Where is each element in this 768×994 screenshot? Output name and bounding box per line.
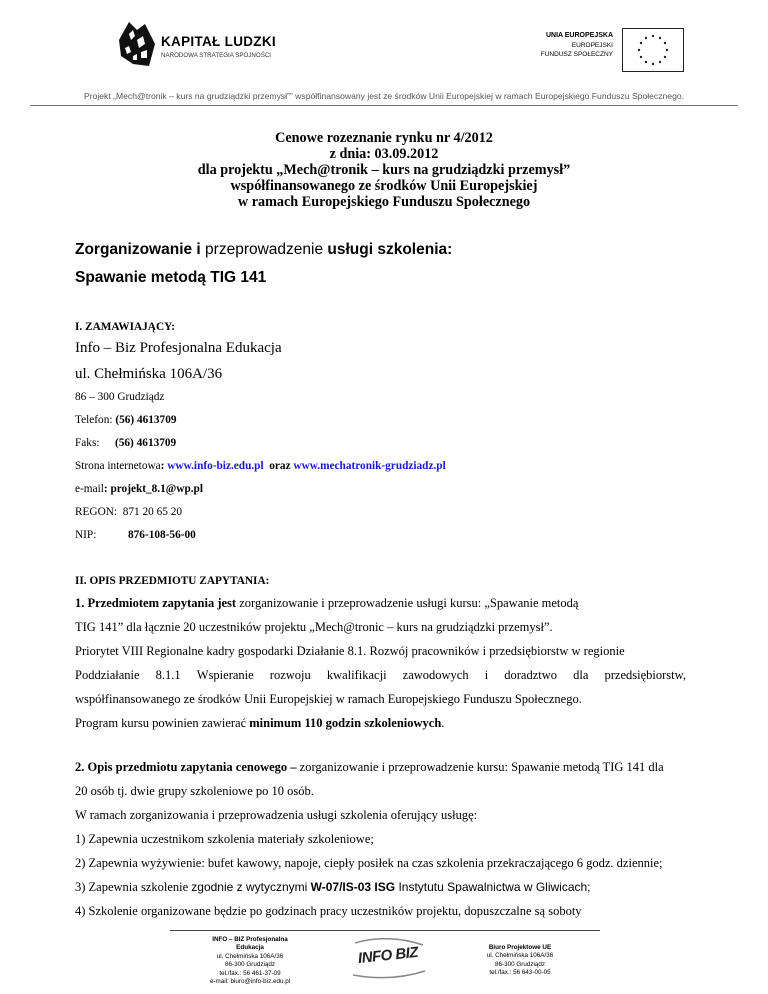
kapital-ludzki-subtitle: NARODOWA STRATEGIA SPÓJNOŚCI (161, 52, 272, 59)
p1-line4-word: doradztwo (504, 668, 558, 682)
p1-line1 (75, 596, 578, 611)
list-item-4: 4) Szkolenie organizowane będzie po godzinach pracy uczestników projektu, dopuszczalne są soboty (75, 904, 582, 918)
nip-value: 876-108-56-00 (128, 529, 196, 541)
p2-line2: 20 osób tj. dwie grupy szkoleniowe po 10 osób. (75, 784, 314, 798)
fax-value: (56) 4613709 (115, 437, 177, 449)
service-name: Spawanie metodą TIG 141 (75, 269, 267, 286)
p1-line4-word: zawodowych (402, 668, 469, 682)
p1-line4-word: i (484, 668, 489, 682)
section2-title: II. OPIS PRZEDMIOTU ZAPYTANIA: (75, 575, 270, 587)
kapital-ludzki-emblem-icon (115, 20, 157, 68)
orderer-regon (75, 506, 182, 518)
footer-right-line: tel./fax.: 56 643-00-05 (489, 969, 551, 977)
heading-part2: przeprowadzenie (200, 241, 328, 258)
footer-left (195, 936, 305, 986)
eu-logo-line1: UNIA EUROPEJSKA (545, 32, 613, 39)
phone-value: (56) 4613709 (115, 414, 177, 426)
project-note: Projekt „Mech@tronik – kurs na grudziądzki przemysł”” współfinansowany jest ze środków Unii Europejskiej w ramach Europejskiego Funduszu Społecznego. (83, 91, 685, 101)
footer-left-line: e-mail: biuro@info-biz.edu.pl (209, 978, 291, 986)
footer-left-line: 86-300 Grudziądz (224, 961, 276, 969)
footer-left-line: ul. Chełmińska 106A/36 (216, 952, 284, 960)
footer-left-line: tel./fax.: 56 461-37-09 (219, 969, 281, 977)
header-divider (30, 105, 738, 106)
doc-title-line4: współfinansowanego ze środków Unii Europejskiej (230, 178, 538, 194)
doc-title-line5: w ramach Europejskiego Funduszu Społecznego (237, 194, 531, 210)
orderer-name: Info – Biz Profesjonalna Edukacja (75, 340, 282, 356)
heading-part1: Zorganizowanie i (75, 241, 201, 258)
email-label: e-mail (75, 483, 104, 495)
eu-logo-text (525, 31, 613, 60)
info-biz-logo-text: INFO BIZ (357, 943, 419, 968)
footer-right (465, 944, 575, 978)
heading-part3: usługi szkolenia: (327, 241, 453, 258)
footer-right-line: 86-300 Grudziądz (494, 960, 546, 968)
p1-line4-word: kwalifikacji (326, 668, 387, 682)
website-link-2[interactable]: www.mechatronik-grudziadz.pl (293, 460, 446, 472)
p1-line5: współfinansowanego ze środków Unii Europejskiej w ramach Europejskiego Funduszu Społecznego. (75, 692, 582, 706)
orderer-phone (75, 414, 177, 426)
eu-logo-line3: FUNDUSZ SPOŁECZNY (540, 51, 613, 58)
p2-line3: W ramach zorganizowania i przeprowadzenia usługi szkolenia oferujący usługę: (75, 808, 478, 822)
orderer-street: ul. Chełmińska 106A/36 (75, 366, 223, 382)
footer-left-line: INFO – BIZ Profesjonalna (212, 936, 288, 943)
nip-label: NIP: (75, 529, 97, 541)
phone-label: Telefon: (75, 414, 113, 426)
web-label: Strona internetowa (75, 460, 161, 472)
regon-label: REGON: (75, 506, 118, 518)
item3-a: 3) Zapewnia szkolenie (75, 880, 192, 894)
item3-d: Instytutu Spawalnictwa w Gliwicach; (395, 880, 591, 894)
p1-line4-word: dla (573, 668, 589, 682)
list-item-2: 2) Zapewnia wyżywienie: bufet kawowy, napoje, ciepły posiłek na czas szkolenia przekraczającego 6 godz. dziennie; (75, 856, 663, 870)
p1-line3: Priorytet VIII Regionalne kadry gospodarki Działanie 8.1. Rozwój pracowników i przedsiębiorstw w regionie (75, 644, 625, 658)
footer-divider (170, 930, 600, 931)
p1-line4 (75, 668, 686, 683)
p2-line1 (75, 760, 664, 775)
p1-line6-b: minimum 110 godzin szkoleniowych (249, 716, 442, 730)
website-link-1[interactable]: www.info-biz.edu.pl (167, 460, 264, 472)
p1-line6-c: . (441, 716, 445, 730)
footer-right-line: ul. Chełmińska 106A/36 (486, 952, 554, 960)
item3-b: zgodnie z wytycznymi (191, 880, 311, 894)
p1-line4-word: przedsiębiorstw, (604, 668, 686, 682)
p1-line2: TIG 141” dla łącznie 20 uczestników projektu „Mech@tronic – kurs na grudziądzki przemysł”. (75, 620, 553, 634)
item3-c: W-07/IS-03 ISG (310, 880, 396, 894)
doc-title-line3: dla projektu „Mech@tronik – kurs na grudziądzki przemysł” (197, 162, 571, 178)
p1-line4-word: Poddziałanie (75, 668, 140, 682)
list-item-3 (75, 880, 591, 895)
regon-value: 871 20 65 20 (122, 506, 183, 518)
list-item-1: 1) Zapewnia uczestnikom szkolenia materiały szkoleniowe; (75, 832, 374, 846)
orderer-nip (75, 529, 196, 541)
p1-rest: zorganizowanie i przeprowadzenie usługi kursu: „Spawanie metodą (236, 596, 579, 610)
eu-logo-line2: EUROPEJSKI (571, 41, 613, 49)
section1-title: I. ZAMAWIAJĄCY: (75, 321, 176, 333)
p1-line6-a: Program kursu powinien zawierać (75, 716, 250, 730)
p1-line4-word: rozwoju (269, 668, 311, 682)
eu-flag-icon (622, 28, 684, 72)
footer-left-line: Edukacja (236, 944, 264, 952)
kapital-ludzki-title: KAPITAŁ LUDZKI (161, 34, 276, 49)
web-and: oraz (269, 460, 291, 472)
email-value[interactable]: projekt_8.1@wp.pl (110, 483, 203, 495)
p1-line4-word: 8.1.1 (155, 668, 181, 682)
service-heading (75, 241, 452, 259)
orderer-email: e-mail: projekt_8.1@wp.pl (75, 483, 203, 495)
p1-line4-word: Wspieranie (196, 668, 254, 682)
info-biz-logo (345, 935, 430, 980)
footer-right-line: Biuro Projektowe UE (488, 944, 552, 951)
orderer-fax (75, 437, 176, 449)
orderer-city: 86 – 300 Grudziądz (75, 391, 165, 403)
p1-line6 (75, 716, 444, 731)
doc-title-line1: Cenowe rozeznanie rynku nr 4/2012 (275, 130, 493, 146)
kapital-ludzki-logo (115, 20, 315, 70)
p2-bold: 2. Opis przedmiotu zapytania cenowego – (75, 760, 297, 774)
p2-rest: zorganizowanie i przeprowadzenie kursu: Spawanie metodą TIG 141 dla (296, 760, 664, 774)
orderer-website: Strona internetowa: www.info-biz.edu.pl oraz www.mechatronik-grudziadz.pl (75, 460, 446, 472)
doc-title-line2: z dnia: 03.09.2012 (329, 146, 439, 162)
fax-label: Faks: (75, 437, 100, 449)
p1-bold: 1. Przedmiotem zapytania jest (75, 596, 237, 610)
